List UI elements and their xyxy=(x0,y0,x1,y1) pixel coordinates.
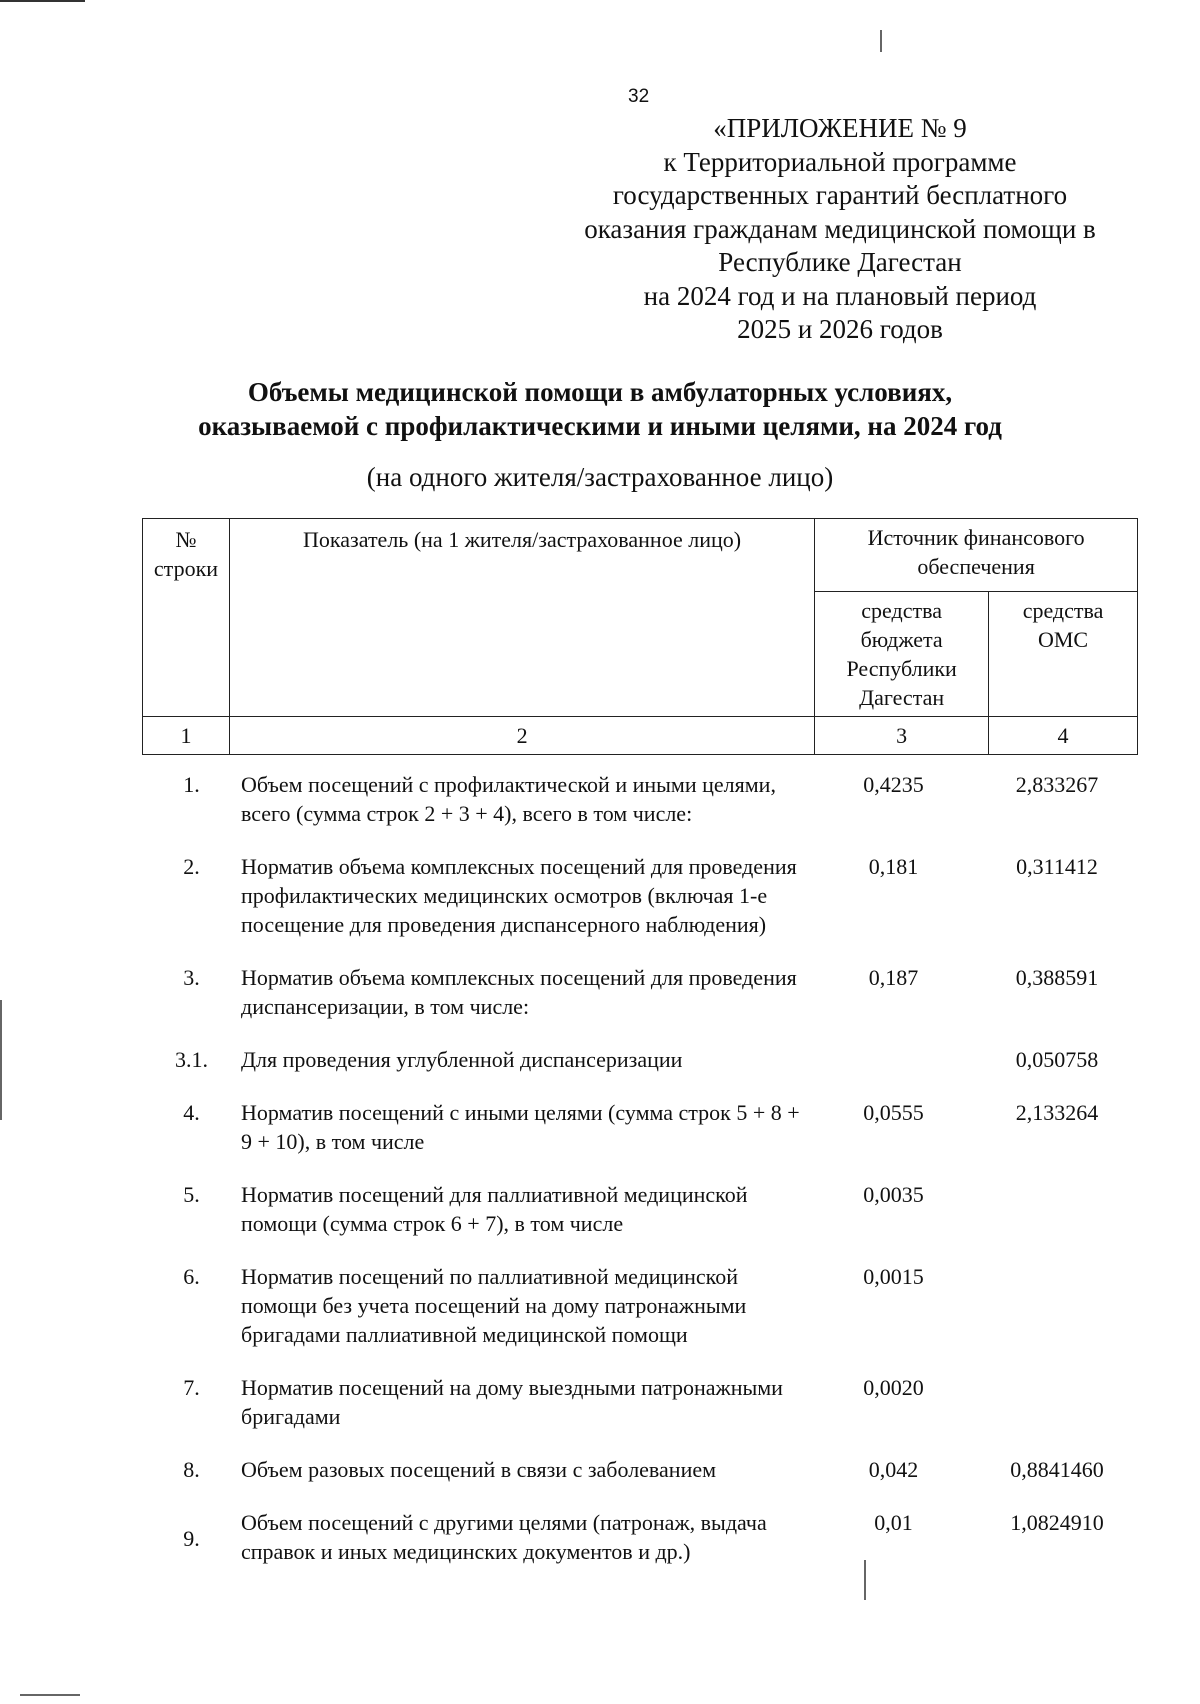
scan-artifact-mark xyxy=(0,1000,2,1120)
row-number: 8. xyxy=(183,1457,200,1482)
annex-line: 2025 и 2026 годов xyxy=(737,314,943,344)
row-budget-value: 0,0020 xyxy=(863,1375,924,1400)
table-row xyxy=(142,770,1138,828)
annex-line: Республике Дагестан xyxy=(718,247,962,277)
column-number: 2 xyxy=(229,717,814,755)
title-line-2: оказываемой с профилактическими и иными целями, на 2024 год xyxy=(198,411,1002,441)
annex-line: к Территориальной программе xyxy=(663,146,1017,177)
annex-line: на 2024 год и на плановый период xyxy=(643,280,1037,311)
row-indicator: Для проведения углубленной диспансеризации xyxy=(241,1047,683,1072)
header-budget: средства бюджета Республики Дагестан xyxy=(815,592,989,717)
annex-line: «ПРИЛОЖЕНИЕ № 9 xyxy=(713,113,967,143)
table-row xyxy=(142,1455,1138,1484)
row-indicator: Объем разовых посещений в связи с заболеванием xyxy=(241,1457,717,1482)
document-subtitle: (на одного жителя/застрахованное лицо) xyxy=(366,462,834,492)
row-indicator: Объем посещений с другими целями (патронаж, выдача справок и иных медицинских документов и др.) xyxy=(241,1510,767,1564)
column-number: 4 xyxy=(989,717,1138,755)
table-row xyxy=(142,1262,1138,1349)
table-header xyxy=(142,518,1138,755)
row-indicator: Норматив посещений с иными целями (сумма строк 5 + 8 + 9 + 10), в том числе xyxy=(241,1100,800,1154)
row-budget-value: 0,187 xyxy=(868,965,919,990)
scan-artifact-mark xyxy=(864,1560,866,1600)
row-number: 3. xyxy=(183,965,200,990)
row-indicator: Норматив посещений для паллиативной медицинской помощи (сумма строк 6 + 7), в том числе xyxy=(241,1182,748,1236)
table-body xyxy=(142,770,1138,1590)
row-number: 1. xyxy=(183,772,200,797)
row-number: 7. xyxy=(183,1375,200,1400)
table-row xyxy=(142,852,1138,939)
table-row xyxy=(142,1373,1138,1431)
row-oms-value: 2,833267 xyxy=(1015,772,1099,797)
row-number: 4. xyxy=(183,1100,200,1125)
header-row-number: № строки xyxy=(143,519,230,717)
annex-line: государственных гарантий бесплатного xyxy=(612,180,1068,210)
scan-artifact-mark xyxy=(880,30,882,52)
document-title xyxy=(100,375,1100,443)
table-row xyxy=(142,1098,1138,1156)
row-indicator: Норматив посещений на дому выездными патронажными бригадами xyxy=(241,1375,783,1429)
row-oms-value: 1,0824910 xyxy=(1010,1510,1104,1535)
row-oms-value: 2,133264 xyxy=(1015,1100,1099,1125)
row-budget-value: 0,0555 xyxy=(863,1100,924,1125)
row-indicator: Норматив объема комплексных посещений для проведения диспансеризации, в том числе: xyxy=(241,965,797,1019)
row-oms-value xyxy=(976,1180,1138,1238)
row-indicator: Норматив посещений по паллиативной медицинской помощи без учета посещений на дому патронажными бригадами паллиативной медицинской помощи xyxy=(241,1264,747,1347)
annex-line: оказания гражданам медицинской помощи в xyxy=(584,213,1096,244)
row-oms-value: 0,050758 xyxy=(1015,1047,1099,1072)
row-indicator: Объем посещений с профилактической и иными целями, всего (сумма строк 2 + 3 + 4), всего в том числе: xyxy=(241,772,776,826)
scan-artifact-mark xyxy=(20,1694,80,1696)
row-number: 9. xyxy=(183,1526,200,1551)
page-number: 32 xyxy=(628,86,650,107)
column-number: 1 xyxy=(143,717,230,755)
row-budget-value: 0,042 xyxy=(868,1457,919,1482)
row-budget-value xyxy=(811,1045,976,1074)
header-indicator: Показатель (на 1 жителя/застрахованное лицо) xyxy=(229,519,814,717)
row-number: 2. xyxy=(183,854,200,879)
table-row xyxy=(142,1180,1138,1238)
row-number: 6. xyxy=(183,1264,200,1289)
scan-edge-line xyxy=(0,0,85,2)
row-oms-value xyxy=(976,1262,1138,1349)
row-oms-value xyxy=(976,1373,1138,1431)
row-indicator: Норматив объема комплексных посещений для проведения профилактических медицинских осмотров (включая 1-е посещение для проведения диспансерного наблюдения) xyxy=(241,854,797,937)
row-oms-value: 0,388591 xyxy=(1015,965,1099,990)
annex-header xyxy=(560,112,1120,347)
row-oms-value: 0,311412 xyxy=(1016,854,1098,879)
header-oms: средства ОМС xyxy=(989,592,1138,717)
row-budget-value: 0,0015 xyxy=(863,1264,924,1289)
row-budget-value: 0,01 xyxy=(874,1510,913,1535)
row-budget-value: 0,181 xyxy=(868,854,919,879)
row-budget-value: 0,0035 xyxy=(863,1182,924,1207)
table-row xyxy=(142,1508,1138,1566)
table-row xyxy=(142,1045,1138,1074)
row-oms-value: 0,8841460 xyxy=(1010,1457,1104,1482)
title-line-1: Объемы медицинской помощи в амбулаторных условиях, xyxy=(247,377,953,407)
column-number: 3 xyxy=(815,717,989,755)
row-budget-value: 0,4235 xyxy=(863,772,924,797)
header-funding-source: Источник финансового обеспечения xyxy=(815,519,1138,592)
row-number: 5. xyxy=(183,1182,200,1207)
table-row xyxy=(142,963,1138,1021)
row-number: 3.1. xyxy=(175,1047,208,1072)
